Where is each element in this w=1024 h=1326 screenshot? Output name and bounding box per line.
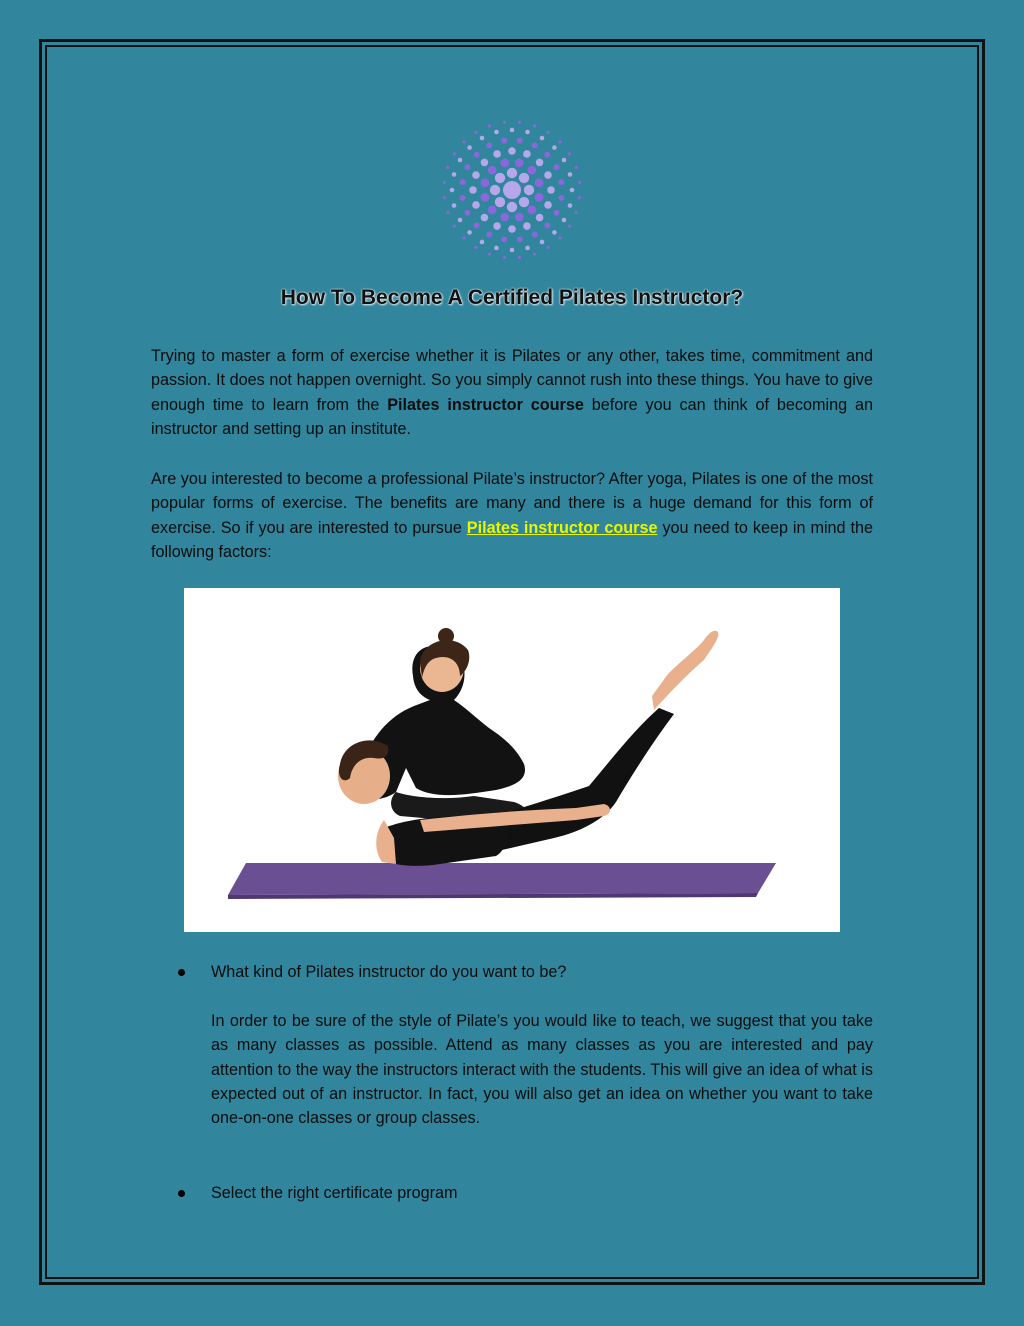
- bullet-dot-icon: [178, 969, 185, 976]
- intro-text-start: Trying to master a form of exercise whether it is Pilates or any other, takes time, commitment and passion. It does not happen overnight. So you simply cannot rush into these things. You have to give enough time to learn from the: [151, 347, 873, 414]
- yoga-mat: [228, 863, 776, 895]
- bullet-label: What kind of Pilates instructor do you want to be?: [211, 963, 567, 981]
- dotted-sunburst-logo-icon: [440, 118, 584, 262]
- pilates-course-link[interactable]: Pilates instructor course: [466, 518, 658, 537]
- factors-paragraph: [151, 467, 873, 564]
- factors-text-start: Are you interested to become a professional Pilate’s instructor? After yoga, Pilates is one of the most popular forms of exercise. The benefits are many and there is a huge demand for this form of exercise. So if you are interested to pursue: [151, 470, 873, 537]
- instructor-hair-bun: [438, 628, 454, 644]
- intro-bold-phrase: Pilates instructor course: [387, 395, 584, 414]
- intro-text-end: before you can think of becoming an instructor and setting up an institute.: [151, 395, 873, 438]
- student-shins: [652, 631, 718, 710]
- pilates-photo-illustration: [184, 588, 840, 932]
- factors-text-end: you need to keep in mind the following factors:: [151, 518, 873, 561]
- document-title: How To Become A Certified Pilates Instructor?: [280, 286, 744, 309]
- bullet-dot-icon: [178, 1190, 185, 1197]
- bullet-body-paragraph: In order to be sure of the style of Pilate’s you would like to teach, we suggest that you take as many classes as possible. Attend as many classes as you are interested and pay attention to the way the instructors interact with the students. This will give an idea of what is expected out of an instructor. In fact, you will also get an idea on whether you want to take one-on-one classes or group classes.: [211, 1012, 873, 1128]
- intro-paragraph: [151, 344, 873, 441]
- pilates-instructor-photo: [184, 588, 840, 932]
- bullet-label: Select the right certificate program: [211, 1184, 458, 1202]
